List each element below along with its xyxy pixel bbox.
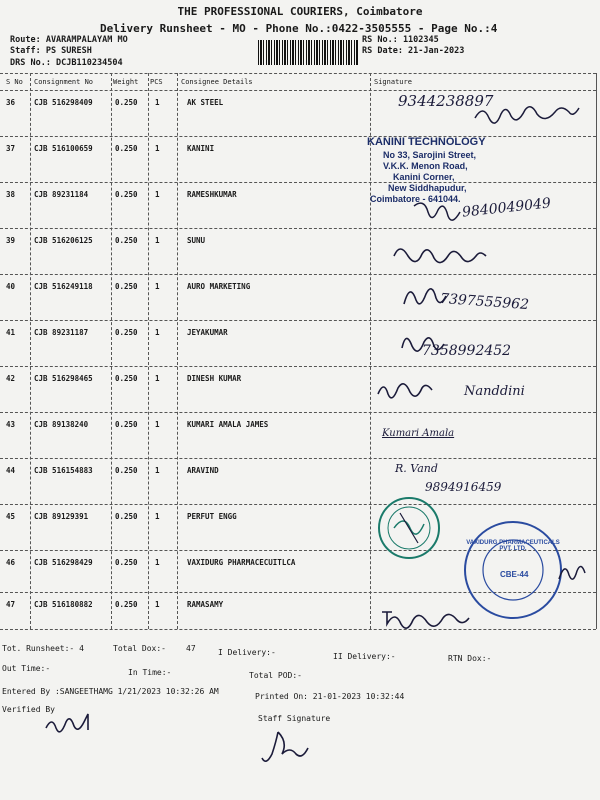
row-weight: 0.250	[115, 144, 138, 153]
signature-phone: 9894916459	[425, 480, 502, 494]
row-pcs: 1	[155, 190, 160, 199]
row-consignee: AK STEEL	[187, 98, 224, 107]
row-consignee: SUNU	[187, 236, 206, 245]
row-pcs: 1	[155, 558, 160, 567]
col-header-consignment: Consignment No	[34, 78, 94, 86]
entered-by: Entered By :SANGEETHAMG 1/21/2023 10:32:26 AM	[2, 687, 219, 696]
runsheet-subtitle: Delivery Runsheet - MO - Phone No.:0422-3505555 - Page No.:4	[100, 22, 498, 35]
staff-label: Staff: PS SURESH	[10, 46, 92, 56]
row-divider	[0, 504, 596, 505]
row-weight: 0.250	[115, 466, 138, 475]
row-pcs: 1	[155, 328, 160, 337]
row-consignment: CJB 89231187	[34, 328, 89, 337]
row-pcs: 1	[155, 420, 160, 429]
row-pcs: 1	[155, 466, 160, 475]
col-divider	[177, 73, 178, 629]
row-sno: 43	[6, 420, 16, 429]
signature-name: Nanddini	[464, 384, 525, 399]
row-weight: 0.250	[115, 98, 138, 107]
verified-by-label: Verified By	[2, 705, 55, 714]
kanini-stamp-line: V.K.K. Menon Road,	[383, 161, 468, 171]
row-pcs: 1	[155, 374, 160, 383]
row-consignee: KANINI	[187, 144, 215, 153]
row-sno: 36	[6, 98, 16, 107]
ii-delivery-label: II Delivery:-	[333, 652, 396, 661]
route-label: Route: AVARAMPALAYAM MO	[10, 35, 128, 45]
row-divider	[0, 228, 596, 229]
row-weight: 0.250	[115, 600, 138, 609]
row-consignment: CJB 516298465	[34, 374, 93, 383]
row-consignee: JEYAKUMAR	[187, 328, 228, 337]
verifier-signature	[42, 708, 102, 740]
row-weight: 0.250	[115, 512, 138, 521]
row-sno: 39	[6, 236, 16, 245]
row-consignment: CJB 516154883	[34, 466, 93, 475]
signature-phone: 7397555962	[439, 290, 530, 314]
total-dox-label: Total Dox:-	[113, 644, 166, 653]
row-consignee: ARAVIND	[187, 466, 219, 475]
row-sno: 38	[6, 190, 16, 199]
kanini-stamp-line: No 33, Sarojini Street,	[383, 150, 477, 160]
col-divider	[148, 73, 149, 629]
row-divider	[0, 412, 596, 413]
vaxidurg-stamp-ring: VAXIDURG PHARMACEUTICALS PVT. LTD.	[466, 540, 560, 552]
row-consignment: CJB 89231184	[34, 190, 89, 199]
row-divider	[0, 320, 596, 321]
row-consignment: CJB 516298409	[34, 98, 93, 107]
table-bottom-rule	[0, 629, 596, 630]
signature-scribble	[470, 98, 585, 130]
i-delivery-label: I Delivery:-	[218, 648, 276, 657]
row-divider	[0, 182, 596, 183]
row-sno: 41	[6, 328, 16, 337]
row-pcs: 1	[155, 144, 160, 153]
row-consignment: CJB 516206125	[34, 236, 93, 245]
col-header-sno: S No	[6, 78, 23, 86]
signature-scribble	[555, 555, 590, 590]
row-sno: 40	[6, 282, 16, 291]
row-weight: 0.250	[115, 190, 138, 199]
rs-date: RS Date: 21-Jan-2023	[362, 46, 465, 56]
row-consignee: AURO MARKETING	[187, 282, 251, 291]
row-weight: 0.250	[115, 328, 138, 337]
round-seal-stamp	[370, 495, 448, 561]
drs-number: DRS No.: DCJB110234504	[10, 58, 123, 68]
row-consignment: CJB 516100659	[34, 144, 93, 153]
total-dox-value: 47	[186, 644, 196, 653]
signature-name: Kumari Amala	[382, 428, 455, 439]
row-consignment: CJB 516298429	[34, 558, 93, 567]
row-consignee: RAMASAMY	[187, 600, 224, 609]
row-consignee: DINESH KUMAR	[187, 374, 242, 383]
rs-number: RS No.: 1102345	[362, 35, 439, 45]
row-consignee: VAXIDURG PHARMACECUITLCA	[187, 558, 296, 567]
row-consignment: CJB 516180882	[34, 600, 93, 609]
in-time-label: In Time:-	[128, 668, 172, 677]
out-time-label: Out Time:-	[2, 664, 51, 673]
table-top-rule	[0, 73, 596, 74]
kanini-stamp-line: Coimbatore - 641044.	[370, 194, 461, 204]
row-weight: 0.250	[115, 558, 138, 567]
col-header-pcs: PCS	[150, 78, 163, 86]
company-title: THE PROFESSIONAL COURIERS, Coimbatore	[177, 5, 423, 18]
kanini-stamp-line: Kanini Corner,	[393, 172, 455, 182]
total-pod-label: Total POD:-	[249, 671, 302, 680]
row-divider	[0, 366, 596, 367]
row-pcs: 1	[155, 236, 160, 245]
signature-phone: 7358992452	[422, 343, 512, 359]
row-weight: 0.250	[115, 420, 138, 429]
row-consignee: PERFUT ENGG	[187, 512, 237, 521]
staff-signature-label: Staff Signature	[258, 714, 331, 723]
row-sno: 46	[6, 558, 16, 567]
row-weight: 0.250	[115, 282, 138, 291]
row-pcs: 1	[155, 600, 160, 609]
row-pcs: 1	[155, 282, 160, 291]
row-divider	[0, 136, 596, 137]
signature-initials: R. Vand	[395, 462, 438, 475]
rtn-dox-label: RTN Dox:-	[448, 654, 492, 663]
row-consignment: CJB 89138240	[34, 420, 89, 429]
row-sno: 44	[6, 466, 16, 475]
signature-scribble	[374, 376, 444, 404]
row-pcs: 1	[155, 512, 160, 521]
row-weight: 0.250	[115, 374, 138, 383]
row-consignment: CJB 516249118	[34, 282, 93, 291]
col-divider	[111, 73, 112, 629]
row-sno: 37	[6, 144, 16, 153]
col-header-weight: Weight	[113, 78, 139, 86]
staff-signature	[258, 728, 318, 764]
signature-phone: 9840049049	[461, 195, 552, 221]
total-runsheet: Tot. Runsheet:- 4	[2, 644, 84, 653]
row-sno: 42	[6, 374, 16, 383]
row-sno: 47	[6, 600, 16, 609]
printed-on: Printed On: 21-01-2023 10:32:44	[255, 692, 405, 701]
barcode-image	[258, 40, 358, 65]
row-pcs: 1	[155, 98, 160, 107]
row-consignee: KUMARI AMALA JAMES	[187, 420, 269, 429]
col-header-consignee: Consignee Details	[181, 78, 253, 86]
row-consignment: CJB 89129391	[34, 512, 89, 521]
signature-scribble	[388, 238, 498, 272]
row-divider	[0, 274, 596, 275]
row-divider	[0, 458, 596, 459]
signature-scribble	[378, 606, 488, 630]
kanini-stamp-name: KANINI TECHNOLOGY	[367, 136, 486, 148]
col-header-signature: Signature	[374, 78, 412, 86]
row-sno: 45	[6, 512, 16, 521]
signature-scribble	[410, 196, 470, 226]
row-weight: 0.250	[115, 236, 138, 245]
col-divider	[30, 73, 31, 629]
table-header-rule	[0, 90, 596, 91]
vaxidurg-stamp-center: CBE-44	[500, 570, 529, 579]
signature-phone: 9344238897	[398, 92, 494, 110]
row-consignee: RAMESHKUMAR	[187, 190, 237, 199]
kanini-stamp-line: New Siddhapudur,	[388, 183, 467, 193]
